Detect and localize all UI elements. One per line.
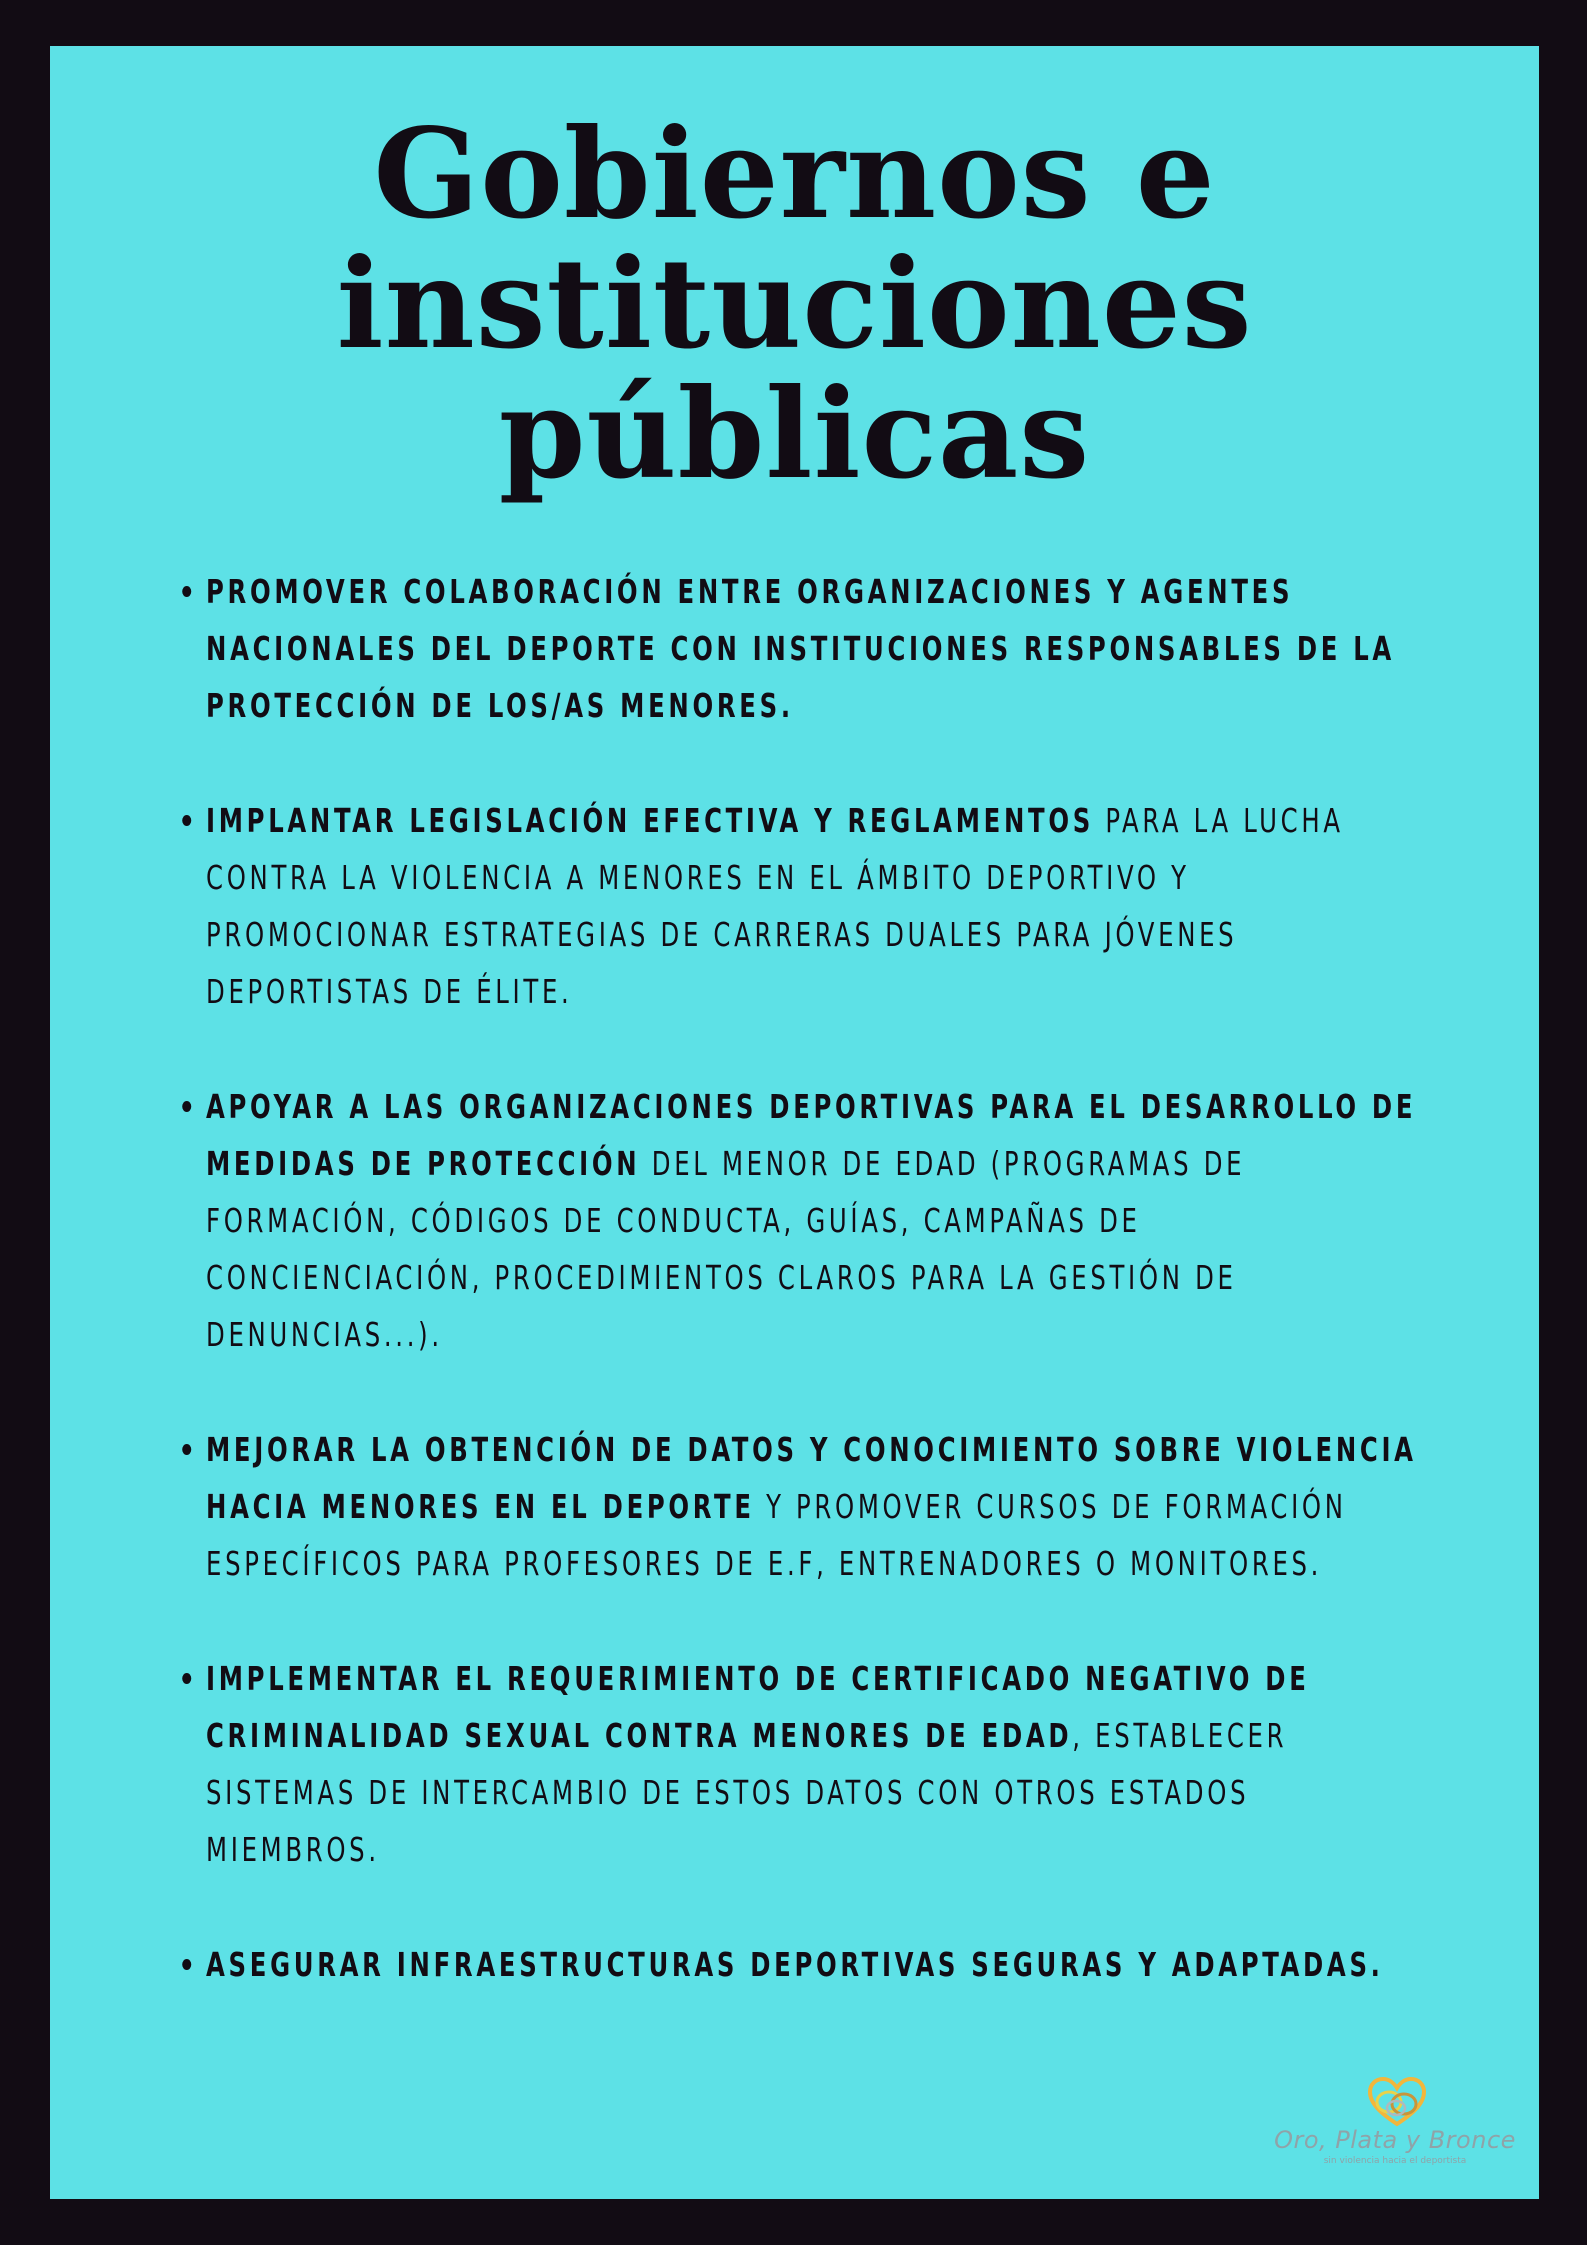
list-item [206, 1650, 1420, 1878]
logo-name: Oro, Plata y Bronce [1274, 2126, 1516, 2154]
list-item [206, 563, 1420, 734]
heart-rings-icon [1362, 2076, 1432, 2128]
bullet-bold-text: PROMOVER COLABORACIÓN ENTRE ORGANIZACIONES Y AGENTES NACIONALES DEL DEPORTE CON INSTITUCIONES RESPONSABLES DE LA PROTECCIÓN DE LOS/AS MENORES. [206, 572, 1395, 725]
bullet-bold-text: APOYAR A LAS ORGANIZACIONES DEPORTIVAS PARA EL DESARROLLO DE MEDIDAS DE PROTECCIÓN [206, 1087, 1417, 1183]
title-line-2: instituciones [336, 232, 1253, 377]
bullet-bold-text: ASEGURAR INFRAESTRUCTURAS DEPORTIVAS SEGURAS Y ADAPTADAS. [206, 1945, 1384, 1984]
list-item [206, 1421, 1420, 1592]
bullet-text: PARA LA LUCHA CONTRA LA VIOLENCIA A MENORES EN EL ÁMBITO DEPORTIVO Y PROMOCIONAR ESTRATEGIAS DE CARRERAS DUALES PARA JÓVENES DEPORTISTAS DE ÉLITE. [206, 801, 1344, 1011]
brand-logo [1250, 2076, 1540, 2166]
bullet-dot-icon [182, 1673, 191, 1684]
bullet-text: DEL MENOR DE EDAD (PROGRAMAS DE FORMACIÓN, CÓDIGOS DE CONDUCTA, GUÍAS, CAMPAÑAS DE CONCIENCIACIÓN, PROCEDIMIENTOS CLAROS PARA LA GESTIÓN DE DENUNCIAS...). [206, 1144, 1246, 1354]
list-item [206, 792, 1420, 1020]
title-line-1: Gobiernos e [373, 102, 1216, 247]
bullet-dot-icon [182, 1101, 191, 1112]
bullet-text: , ESTABLECER SISTEMAS DE INTERCAMBIO DE ESTOS DATOS CON OTROS ESTADOS MIEMBROS. [206, 1716, 1288, 1869]
page-title [50, 102, 1539, 507]
bullet-dot-icon [182, 815, 191, 826]
bullet-list [206, 563, 1516, 2051]
bullet-dot-icon [182, 1959, 191, 1970]
bullet-bold-text: IMPLEMENTAR EL REQUERIMIENTO DE CERTIFICADO NEGATIVO DE CRIMINALIDAD SEXUAL CONTRA MENORES DE EDAD [206, 1659, 1310, 1755]
logo-tagline: sin violencia hacia el deportista [1323, 2156, 1467, 2166]
bullet-text: Y PROMOVER CURSOS DE FORMACIÓN ESPECÍFICOS PARA PROFESORES DE E.F, ENTRENADORES O MONITORES. [206, 1487, 1347, 1583]
list-item [206, 1936, 1420, 1993]
poster-panel [50, 46, 1539, 2199]
bullet-bold-text: IMPLANTAR LEGISLACIÓN EFECTIVA Y REGLAMENTOS [206, 801, 1094, 840]
list-item [206, 1078, 1420, 1363]
bullet-dot-icon [182, 586, 191, 597]
bullet-dot-icon [182, 1444, 191, 1455]
bullet-bold-text: MEJORAR LA OBTENCIÓN DE DATOS Y CONOCIMIENTO SOBRE VIOLENCIA HACIA MENORES EN EL DEPORTE [206, 1430, 1417, 1526]
title-line-3: públicas [498, 362, 1091, 507]
